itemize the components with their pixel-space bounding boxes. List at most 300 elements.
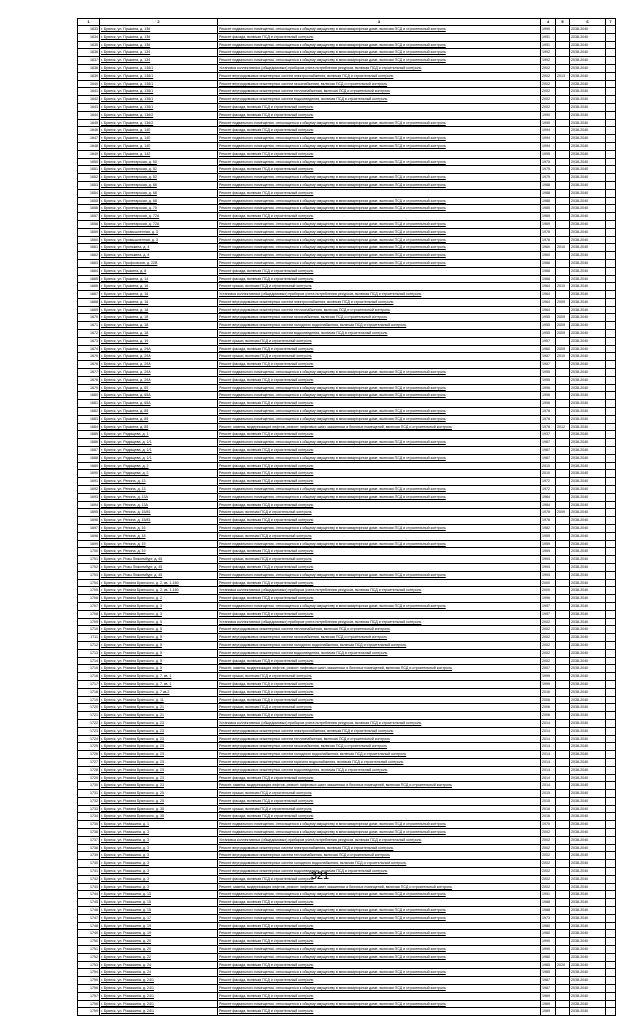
cell-planned-period: 2038-2040 (570, 1008, 606, 1016)
cell-last-repair-year (556, 680, 570, 688)
cell-planned-period: 2038-2040 (570, 353, 606, 361)
cell-row-number: 1697 (78, 525, 100, 533)
cell-row-number: 1738 (78, 844, 100, 852)
cell-work-type: Ремонт фасада, включая ПСД и строительный контроль (218, 166, 541, 174)
cell-last-repair-year (556, 462, 570, 470)
cell-address: г. Брянск, ул. Репина, д. 13А (100, 493, 218, 501)
cell-last-repair-year (556, 213, 570, 221)
cell-planned-period: 2038-2040 (570, 735, 606, 743)
cell-year-built: 1989 (541, 1008, 556, 1016)
cell-planned-period: 2038-2040 (570, 961, 606, 969)
cell-work-type: Ремонт крыши, включая ПСД и строительный контроль (218, 337, 541, 345)
cell-planned-period: 2038-2040 (570, 704, 606, 712)
cell-extra (606, 127, 616, 135)
cell-last-repair-year (556, 80, 570, 88)
cell-year-built: 1955 (541, 330, 556, 338)
cell-work-type: Ремонт внутридомовых инженерных систем холодного водоснабжения, включая ПСД и строительный контроль (218, 860, 541, 868)
table-row (78, 322, 616, 330)
cell-planned-period: 2038-2040 (570, 790, 606, 798)
cell-extra (606, 96, 616, 104)
cell-work-type: Ремонт подвального помещения, относящегося к общему имуществу в многоквартирном доме, включая ПСД и строительный контроль (218, 540, 541, 548)
cell-last-repair-year (556, 665, 570, 673)
cell-last-repair-year (556, 252, 570, 260)
cell-address: г. Брянск, ул. Пронькина, д. 4 (100, 244, 218, 252)
cell-address: г. Брянск, ул. Пушкина, д. 85 (100, 423, 218, 431)
cell-address: г. Брянск, ул. Пушкина, д. 136 (100, 26, 218, 34)
cell-last-repair-year (556, 634, 570, 642)
cell-work-type: Ремонт внутридомовых инженерных систем водоотведения, включая ПСД и строительный контроль (218, 649, 541, 657)
cell-extra (606, 135, 616, 143)
cell-extra (606, 64, 616, 72)
cell-extra (606, 431, 616, 439)
cell-row-number: 1711 (78, 634, 100, 642)
cell-row-number: 1757 (78, 992, 100, 1000)
cell-work-type: Ремонт подвального помещения, относящегося к общему имуществу в многоквартирном доме, включая ПСД и строительный контроль (218, 821, 541, 829)
cell-last-repair-year (556, 556, 570, 564)
cell-row-number: 1729 (78, 774, 100, 782)
cell-address: г. Брянск, ул. Романа Брянского, д. 35 (100, 813, 218, 821)
cell-work-type: Ремонт фасада, включая ПСД и строительный контроль (218, 899, 541, 907)
cell-year-built: 1987 (541, 977, 556, 985)
cell-work-type: Ремонт крыши, включая ПСД и строительный контроль (218, 673, 541, 681)
cell-last-repair-year (556, 392, 570, 400)
cell-address: г. Брянск, ул. Романа Брянского, д. 23 (100, 751, 218, 759)
cell-year-built: 1990 (541, 938, 556, 946)
cell-address: г. Брянск, ул. Розы Люксембург, д. 45 (100, 571, 218, 579)
cell-year-built: 1968 (541, 275, 556, 283)
cell-row-number: 1662 (78, 252, 100, 260)
cell-address: г. Брянск, ул. Пушкина, д. 134 (100, 57, 218, 65)
cell-planned-period: 2038-2040 (570, 158, 606, 166)
cell-work-type: Ремонт крыши, включая ПСД и строительный контроль (218, 704, 541, 712)
table-row (78, 727, 616, 735)
cell-planned-period: 2038-2040 (570, 938, 606, 946)
cell-year-built: 1964 (541, 306, 556, 314)
cell-year-built: 2010 (541, 470, 556, 478)
cell-address: г. Брянск, ул. Пушкина, д. 85 (100, 408, 218, 416)
cell-planned-period: 2038-2040 (570, 244, 606, 252)
cell-address: г. Брянск, ул. Романа Брянского, д. 7, кв. 1 (100, 680, 218, 688)
cell-address: г. Брянск, ул. Репина, д. 18 (100, 532, 218, 540)
cell-year-built: 2015 (541, 797, 556, 805)
cell-row-number: 1712 (78, 641, 100, 649)
cell-last-repair-year: 2009 (556, 330, 570, 338)
cell-work-type: Ремонт внутридомовых инженерных систем водоотведения, включая ПСД и строительный контроль (218, 766, 541, 774)
cell-last-repair-year (556, 649, 570, 657)
cell-planned-period: 2038-2040 (570, 641, 606, 649)
table-row (78, 712, 616, 720)
cell-address: г. Брянск, ул. Пушкина, д. 29А (100, 361, 218, 369)
table-row (78, 408, 616, 416)
table-row (78, 103, 616, 111)
cell-work-type: Установка коллективных (общедомовых) приборов учета потребления ресурсов, включая ПСД и строительный контроль (218, 587, 541, 595)
cell-year-built: 1960 (541, 244, 556, 252)
cell-year-built: 1994 (541, 127, 556, 135)
cell-last-repair-year (556, 797, 570, 805)
cell-address: г. Брянск, ул. Пушкина, д. 65А (100, 392, 218, 400)
cell-planned-period: 2038-2040 (570, 719, 606, 727)
cell-planned-period: 2038-2040 (570, 423, 606, 431)
cell-last-repair-year (556, 447, 570, 455)
table-row (78, 571, 616, 579)
cell-planned-period: 2038-2040 (570, 626, 606, 634)
cell-year-built: 2002 (541, 618, 556, 626)
cell-address: г. Брянск, ул. Пушкина, д. 136 (100, 41, 218, 49)
cell-last-repair-year (556, 127, 570, 135)
table-row (78, 735, 616, 743)
cell-planned-period: 2038-2040 (570, 236, 606, 244)
cell-planned-period: 2038-2040 (570, 883, 606, 891)
cell-extra (606, 696, 616, 704)
cell-row-number: 1726 (78, 751, 100, 759)
cell-row-number: 1691 (78, 478, 100, 486)
cell-year-built: 1969 (541, 213, 556, 221)
cell-planned-period: 2038-2040 (570, 337, 606, 345)
cell-work-type: Ремонт фасада, включая ПСД и строительный контроль (218, 361, 541, 369)
cell-last-repair-year (556, 33, 570, 41)
cell-extra (606, 595, 616, 603)
cell-planned-period: 2038-2040 (570, 610, 606, 618)
cell-last-repair-year (556, 291, 570, 299)
cell-work-type: Ремонт внутридомовых инженерных систем холодного водоснабжения, включая ПСД и строительный контроль (218, 641, 541, 649)
cell-address: г. Брянск, ул. Пушкина, д. 136 (100, 33, 218, 41)
cell-row-number: 1649 (78, 150, 100, 158)
cell-extra (606, 291, 616, 299)
cell-year-built: 2002 (541, 649, 556, 657)
cell-address: г. Брянск, ул. Ромашина, д. 22 (100, 953, 218, 961)
cell-year-built: 1996 (541, 400, 556, 408)
cell-year-built: 1991 (541, 891, 556, 899)
cell-last-repair-year (556, 829, 570, 837)
cell-last-repair-year (556, 641, 570, 649)
cell-year-built: 1994 (541, 135, 556, 143)
cell-last-repair-year (556, 267, 570, 275)
cell-extra (606, 33, 616, 41)
cell-row-number: 1734 (78, 813, 100, 821)
cell-work-type: Установка коллективных (общедомовых) приборов учета потребления ресурсов, включая ПСД и строительный контроль (218, 64, 541, 72)
cell-extra (606, 766, 616, 774)
cell-row-number: 1750 (78, 938, 100, 946)
cell-extra (606, 111, 616, 119)
table-row (78, 532, 616, 540)
cell-planned-period: 2038-2040 (570, 774, 606, 782)
cell-extra (606, 322, 616, 330)
cell-year-built: 2002 (541, 875, 556, 883)
cell-work-type: Ремонт фасада, включая ПСД и строительный контроль (218, 938, 541, 946)
cell-planned-period: 2038-2040 (570, 985, 606, 993)
cell-extra (606, 259, 616, 267)
cell-year-built: 2002 (541, 626, 556, 634)
cell-address: г. Брянск, ул. Романа Брянского, д. 5 (100, 665, 218, 673)
cell-last-repair-year (556, 454, 570, 462)
table-row (78, 680, 616, 688)
table-row (78, 805, 616, 813)
cell-row-number: 1661 (78, 244, 100, 252)
cell-row-number: 1685 (78, 431, 100, 439)
table-row (78, 525, 616, 533)
cell-last-repair-year (556, 501, 570, 509)
cell-last-repair-year (556, 696, 570, 704)
cell-address: г. Брянск, ул. Ромашина, д. 24/1 (100, 985, 218, 993)
cell-last-repair-year (556, 922, 570, 930)
cell-extra (606, 680, 616, 688)
cell-work-type: Ремонт подвального помещения, относящегося к общему имуществу в многоквартирном доме, включая ПСД и строительный контроль (218, 259, 541, 267)
cell-extra (606, 930, 616, 938)
cell-address: г. Брянск, ул. Радищева, д. 1/1 (100, 447, 218, 455)
cell-row-number: 1686 (78, 439, 100, 447)
cell-planned-period: 2038-2040 (570, 197, 606, 205)
cell-work-type: Ремонт крыши, включая ПСД и строительный контроль (218, 353, 541, 361)
table-row (78, 751, 616, 759)
cell-work-type: Ремонт подвального помещения, относящегося к общему имуществу в многоквартирном доме, включая ПСД и строительный контроль (218, 907, 541, 915)
cell-planned-period: 2038-2040 (570, 142, 606, 150)
cell-extra (606, 369, 616, 377)
cell-extra (606, 735, 616, 743)
cell-extra (606, 649, 616, 657)
cell-last-repair-year (556, 111, 570, 119)
cell-planned-period: 2038-2040 (570, 953, 606, 961)
table-row (78, 766, 616, 774)
cell-address: г. Брянск, ул. Романа Брянского, д. 11 (100, 696, 218, 704)
cell-year-built: 1996 (541, 595, 556, 603)
cell-work-type: Ремонт внутридомовых инженерных систем теплоснабжения, включая ПСД и строительный контроль (218, 306, 541, 314)
cell-extra (606, 408, 616, 416)
table-row (78, 392, 616, 400)
cell-address: г. Брянск, ул. Ромашина, д. 3 (100, 868, 218, 876)
table-row (78, 1000, 616, 1008)
cell-year-built: 1999 (541, 673, 556, 681)
cell-row-number: 1675 (78, 353, 100, 361)
cell-extra (606, 228, 616, 236)
cell-extra (606, 821, 616, 829)
cell-planned-period: 2038-2040 (570, 563, 606, 571)
cell-extra (606, 205, 616, 213)
cell-row-number: 1657 (78, 213, 100, 221)
cell-address: г. Брянск, ул. Промышленная, д. 3 (100, 236, 218, 244)
table-row (78, 563, 616, 571)
cell-extra (606, 306, 616, 314)
cell-row-number: 1663 (78, 259, 100, 267)
table-row (78, 400, 616, 408)
cell-row-number: 1731 (78, 790, 100, 798)
cell-row-number: 1677 (78, 369, 100, 377)
cell-address: г. Брянск, ул. Пушкина, д. 65 (100, 384, 218, 392)
cell-year-built: 1964 (541, 283, 556, 291)
cell-planned-period: 2038-2040 (570, 977, 606, 985)
cell-row-number: 1664 (78, 267, 100, 275)
cell-planned-period: 2038-2040 (570, 384, 606, 392)
cell-planned-period: 2038-2040 (570, 252, 606, 260)
cell-row-number: 1702 (78, 563, 100, 571)
table-row (78, 743, 616, 751)
cell-row-number: 1690 (78, 470, 100, 478)
table-header (78, 19, 616, 26)
cell-extra (606, 751, 616, 759)
cell-last-repair-year (556, 751, 570, 759)
table-row (78, 236, 616, 244)
cell-work-type: Ремонт подвального помещения, относящегося к общему имуществу в многоквартирном доме, включая ПСД и строительный контроль (218, 369, 541, 377)
cell-last-repair-year (556, 766, 570, 774)
cell-row-number: 1699 (78, 540, 100, 548)
cell-extra (606, 501, 616, 509)
cell-year-built: 1964 (541, 291, 556, 299)
table-row (78, 704, 616, 712)
cell-planned-period: 2038-2040 (570, 797, 606, 805)
cell-address: г. Брянск, ул. Пушкина, д. 18 (100, 314, 218, 322)
column-header-last-repair: 5 (556, 19, 570, 26)
cell-address: г. Брянск, ул. Пролетарская, д. 66 (100, 181, 218, 189)
cell-planned-period: 2038-2040 (570, 119, 606, 127)
cell-year-built: 1973 (541, 914, 556, 922)
cell-last-repair-year (556, 985, 570, 993)
cell-address: г. Брянск, ул. Профсоюзов, д. 22В (100, 259, 218, 267)
cell-extra (606, 985, 616, 993)
table-row (78, 220, 616, 228)
cell-year-built: 1987 (541, 447, 556, 455)
cell-last-repair-year (556, 914, 570, 922)
table-row (78, 64, 616, 72)
cell-address: г. Брянск, ул. Пролетарская, д. 72А (100, 213, 218, 221)
cell-year-built: 1992 (541, 57, 556, 65)
cell-last-repair-year (556, 571, 570, 579)
cell-year-built: 1978 (541, 236, 556, 244)
cell-year-built: 2014 (541, 719, 556, 727)
cell-row-number: 1639 (78, 72, 100, 80)
table-row (78, 57, 616, 65)
cell-year-built: 1985 (541, 961, 556, 969)
cell-year-built: 1999 (541, 680, 556, 688)
cell-work-type: Ремонт крыши, включая ПСД и строительный контроль (218, 283, 541, 291)
cell-work-type: Ремонт, замена, модернизация лифтов, ремонт лифтовых шахт, машинных и блочных помещений, включая ПСД и строительный контроль (218, 883, 541, 891)
cell-last-repair-year (556, 220, 570, 228)
table-row (78, 665, 616, 673)
cell-work-type: Ремонт фасада, включая ПСД и строительный контроль (218, 774, 541, 782)
cell-year-built: 1988 (541, 197, 556, 205)
table-row (78, 493, 616, 501)
cell-last-repair-year (556, 158, 570, 166)
cell-extra (606, 26, 616, 34)
table-row (78, 150, 616, 158)
cell-row-number: 1668 (78, 298, 100, 306)
cell-row-number: 1723 (78, 727, 100, 735)
cell-last-repair-year (556, 532, 570, 540)
cell-year-built: 2002 (541, 634, 556, 642)
cell-work-type: Ремонт подвального помещения, относящегося к общему имуществу в многоквартирном доме, включая ПСД и строительный контроль (218, 205, 541, 213)
cell-address: г. Брянск, ул. Ромашина, д. 3 (100, 875, 218, 883)
cell-extra (606, 743, 616, 751)
cell-planned-period: 2038-2040 (570, 525, 606, 533)
cell-planned-period: 2038-2040 (570, 595, 606, 603)
cell-last-repair-year: 2009 (556, 314, 570, 322)
cell-row-number: 1636 (78, 49, 100, 57)
cell-work-type: Ремонт фасада, включая ПСД и строительный контроль (218, 657, 541, 665)
cell-last-repair-year (556, 369, 570, 377)
cell-address: г. Брянск, ул. Пушкина, д. 85 (100, 415, 218, 423)
table-row (78, 548, 616, 556)
cell-last-repair-year (556, 719, 570, 727)
cell-last-repair-year (556, 774, 570, 782)
cell-extra (606, 400, 616, 408)
cell-last-repair-year (556, 197, 570, 205)
cell-row-number: 1634 (78, 33, 100, 41)
table-row (78, 782, 616, 790)
cell-work-type: Ремонт фасада, включая ПСД и строительный контроль (218, 688, 541, 696)
table-row (78, 337, 616, 345)
cell-last-repair-year (556, 969, 570, 977)
cell-row-number: 1643 (78, 103, 100, 111)
cell-address: г. Брянск, ул. Пушкина, д. 16 (100, 283, 218, 291)
cell-row-number: 1700 (78, 548, 100, 556)
cell-year-built: 1959 (541, 540, 556, 548)
cell-work-type: Ремонт подвального помещения, относящегося к общему имуществу в многоквартирном доме, включая ПСД и строительный контроль (218, 244, 541, 252)
cell-row-number: 1755 (78, 977, 100, 985)
table-row (78, 946, 616, 954)
cell-year-built: 1957 (541, 337, 556, 345)
table-row (78, 961, 616, 969)
cell-extra (606, 946, 616, 954)
cell-year-built: 1978 (541, 423, 556, 431)
cell-address: г. Брянск, ул. Радищева, д. 2 (100, 462, 218, 470)
cell-extra (606, 330, 616, 338)
cell-row-number: 1666 (78, 283, 100, 291)
cell-address: г. Брянск, ул. Пушкина, д. 136/1 (100, 96, 218, 104)
cell-extra (606, 189, 616, 197)
cell-address: г. Брянск, ул. Романа Брянского, д. 5 (100, 634, 218, 642)
table-row (78, 462, 616, 470)
cell-year-built: 2002 (541, 88, 556, 96)
cell-planned-period: 2038-2040 (570, 844, 606, 852)
cell-last-repair-year (556, 673, 570, 681)
cell-last-repair-year (556, 758, 570, 766)
cell-row-number: 1705 (78, 587, 100, 595)
cell-work-type: Ремонт подвального помещения, относящегося к общему имуществу в многоквартирном доме, включая ПСД и строительный контроль (218, 439, 541, 447)
cell-planned-period: 2038-2040 (570, 111, 606, 119)
cell-last-repair-year (556, 938, 570, 946)
cell-row-number: 1735 (78, 821, 100, 829)
cell-work-type: Ремонт подвального помещения, относящегося к общему имуществу в многоквартирном доме, включая ПСД и строительный контроль (218, 174, 541, 182)
table-row (78, 259, 616, 267)
cell-last-repair-year (556, 478, 570, 486)
cell-planned-period: 2038-2040 (570, 57, 606, 65)
cell-planned-period: 2038-2040 (570, 805, 606, 813)
cell-row-number: 1654 (78, 189, 100, 197)
cell-last-repair-year: 2010 (556, 283, 570, 291)
cell-planned-period: 2038-2040 (570, 836, 606, 844)
cell-address: г. Брянск, ул. Пушкина, д. 142 (100, 150, 218, 158)
cell-work-type: Ремонт фасада, включая ПСД и строительный контроль (218, 712, 541, 720)
cell-extra (606, 836, 616, 844)
cell-extra (606, 478, 616, 486)
cell-work-type: Ремонт внутридомовых инженерных систем газоснабжения, включая ПСД и строительный контроль (218, 80, 541, 88)
cell-address: г. Брянск, ул. Ромашина, д. 24 (100, 961, 218, 969)
cell-year-built: 1985 (541, 205, 556, 213)
cell-last-repair-year: 2020 (556, 961, 570, 969)
table-row (78, 369, 616, 377)
table-row (78, 938, 616, 946)
table-row (78, 267, 616, 275)
cell-last-repair-year (556, 57, 570, 65)
cell-address: г. Брянск, ул. Репина, д. 13 (100, 478, 218, 486)
cell-planned-period: 2038-2040 (570, 868, 606, 876)
table-row (78, 72, 616, 80)
cell-address: г. Брянск, ул. Пушкина, д. 136/2 (100, 111, 218, 119)
cell-address: г. Брянск, ул. Радищева, д. 2 (100, 470, 218, 478)
cell-last-repair-year (556, 657, 570, 665)
cell-extra (606, 688, 616, 696)
cell-extra (606, 244, 616, 252)
cell-year-built: 2002 (541, 80, 556, 88)
cell-work-type: Ремонт фасада, включая ПСД и строительный контроль (218, 267, 541, 275)
